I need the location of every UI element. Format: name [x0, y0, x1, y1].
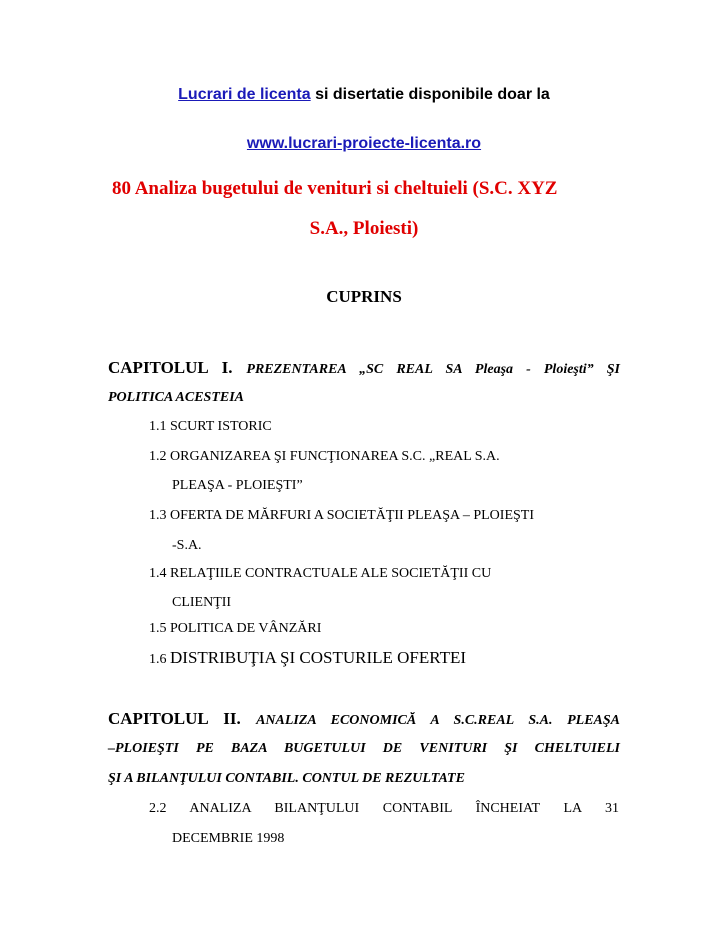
- document-title-line1: 80 Analiza bugetului de venituri si cheltuieli (S.C. XYZ: [112, 178, 558, 199]
- toc-item-1-3-cont[interactable]: -S.A.: [172, 538, 202, 553]
- chapter1-dot: .: [228, 358, 247, 377]
- toc-item-1-6-number: 1.6: [149, 652, 170, 667]
- toc-item-2-2[interactable]: 2.2 ANALIZA BILANŢULUI CONTABIL ÎNCHEIAT LA 31: [149, 801, 619, 816]
- toc-item-1-3[interactable]: 1.3 OFERTA DE MĂRFURI A SOCIETĂŢII PLEAŞA – PLOIEŞTI: [149, 508, 535, 523]
- toc-item-1-6-text: DISTRIBUŢIA ŞI COSTURILE OFERTEI: [170, 648, 467, 667]
- chapter2-title-cont2: ŞI A BILANŢULUI CONTABIL. CONTUL DE REZULTATE: [108, 771, 465, 786]
- website-line: [0, 135, 728, 153]
- chapter2-title: ANALIZA ECONOMICĂ A S.C.REAL S.A. PLEAŞA: [256, 713, 621, 728]
- chapter2-label: CAPITOLUL II: [108, 709, 237, 728]
- chapter2-heading-line2: [108, 740, 620, 757]
- table-of-contents-heading: CUPRINS: [326, 287, 402, 306]
- website-link[interactable]: www.lucrari-proiecte-licenta.ro: [246, 135, 482, 152]
- promo-line: [0, 86, 728, 104]
- chapter1-title-cont: POLITICA ACESTEIA: [108, 390, 245, 405]
- chapter2-dot: .: [236, 709, 257, 728]
- toc-item-1-2-cont[interactable]: PLEAŞA - PLOIEŞTI”: [172, 478, 303, 493]
- chapter2-title-cont: –PLOIEŞTI PE BAZA BUGETULUI DE VENITURI ŞI CHELTUIELI: [108, 741, 620, 756]
- toc-item-1-5[interactable]: 1.5 POLITICA DE VÂNZĂRI: [149, 621, 322, 636]
- licenta-link[interactable]: Lucrari de licenta: [178, 86, 311, 103]
- chapter1-label: CAPITOLUL I: [108, 358, 229, 377]
- chapter1-title: PREZENTAREA „SC REAL SA Pleaşa - Ploieşti” ŞI: [246, 362, 620, 377]
- toc-item-2-2-cont[interactable]: DECEMBRIE 1998: [172, 831, 285, 846]
- toc-item-1-1[interactable]: 1.1 SCURT ISTORIC: [149, 419, 272, 434]
- chapter2-heading-line3: [108, 770, 620, 787]
- document-title-line2: S.A., Ploiesti): [309, 218, 419, 239]
- chapter2-heading-line1: [108, 709, 620, 729]
- toc-item-1-4[interactable]: 1.4 RELAŢIILE CONTRACTUALE ALE SOCIETĂŢII CU: [149, 566, 492, 581]
- toc-item-1-4-cont[interactable]: CLIENŢII: [172, 595, 232, 610]
- chapter1-heading-line2: [108, 389, 620, 406]
- promo-text: si disertatie disponibile doar la: [310, 86, 550, 103]
- toc-item-1-6[interactable]: [149, 648, 466, 668]
- toc-item-1-2[interactable]: 1.2 ORGANIZAREA ŞI FUNCŢIONAREA S.C. „REAL S.A.: [149, 449, 500, 464]
- chapter1-heading-line1: [108, 358, 620, 378]
